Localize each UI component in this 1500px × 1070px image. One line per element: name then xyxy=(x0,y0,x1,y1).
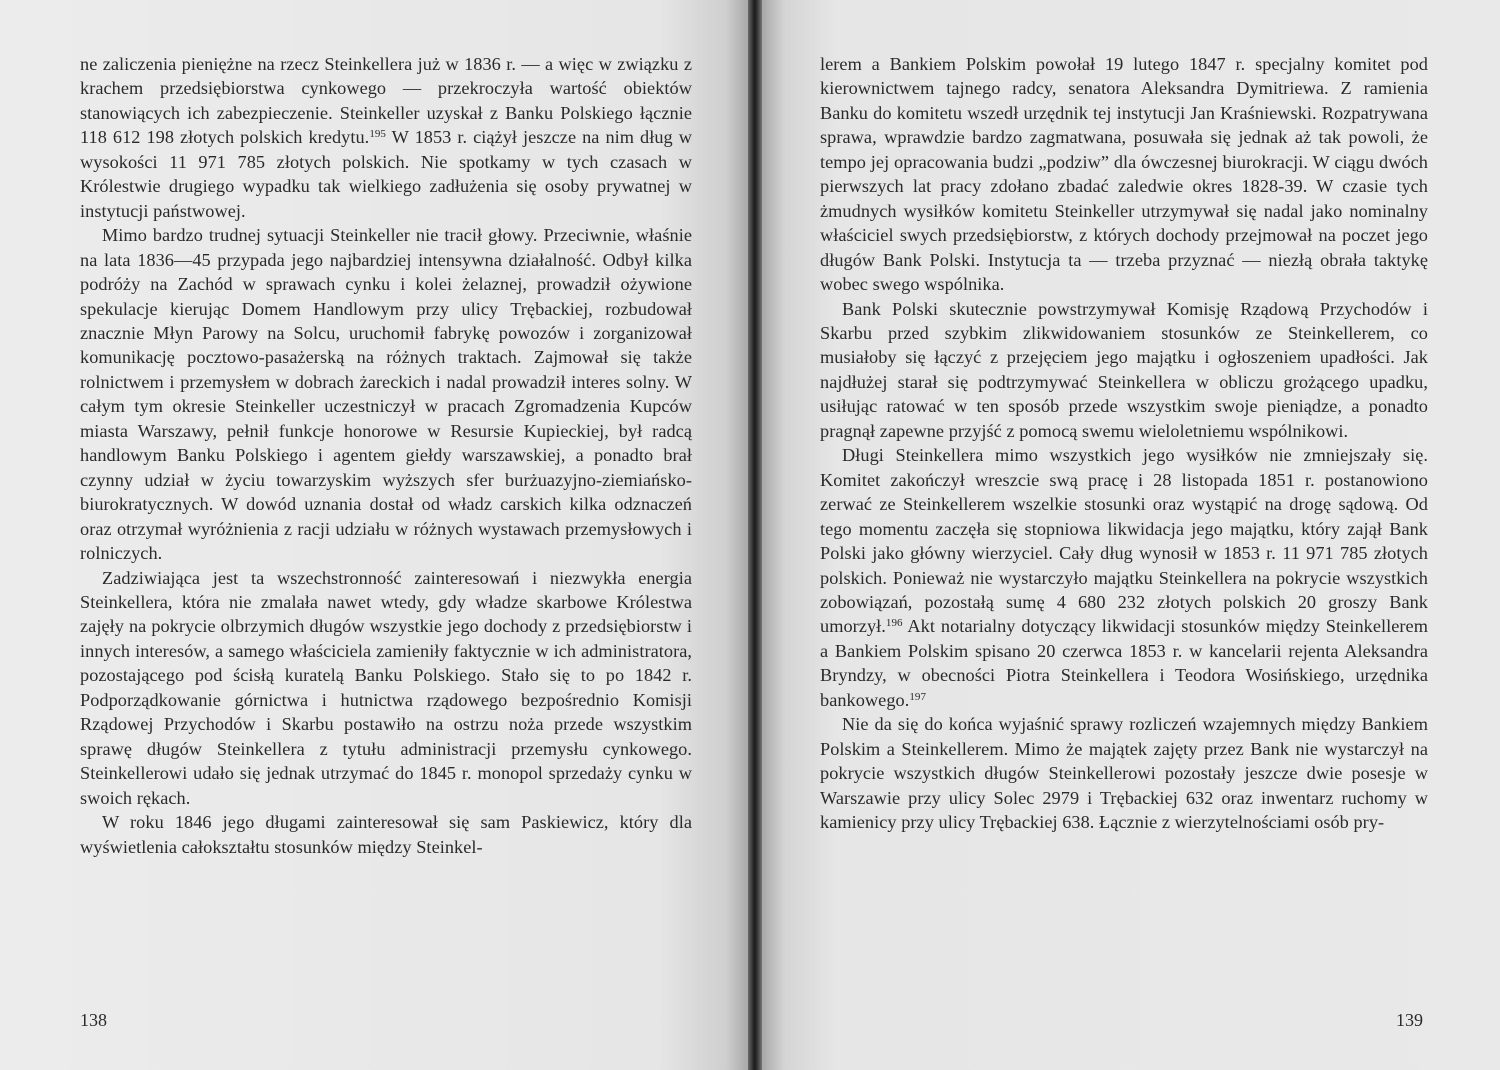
paragraph: ne zaliczenia pieniężne na rzecz Steinkellera już w 1836 r. — a więc w związku z krachem przedsiębiorstwa cynkowego — przekroczyła wartość obiektów stanowiących ich zabezpieczenie. Steinkeller uzyskał z Banku Polskiego łącznie 118 612 198 złotych polskich kredytu.$^{195}$ W 1853 r. ciążył jeszcze na nim dług w wysokości 11 971 785 złotych polskich. Nie spotkamy w tych czasach w Królestwie drugiego wypadku tak wielkiego zadłużenia się osoby prywatnej w instytucji państwowej. xyxy=(80,54,692,221)
book-gutter xyxy=(748,0,762,1070)
left-page xyxy=(0,0,748,1070)
page-number: 139 xyxy=(1396,1010,1423,1030)
paragraph: Długi Steinkellera mimo wszystkich jego wysiłków nie zmniejszały się. Komitet zakończył wreszcie swą pracę i 28 listopada 1851 r. postanowiono zerwać ze Steinkellerem wszelkie stosunki oraz wystąpić na drogę sądową. Od tego momentu zaczęła się stopniowa likwidacja jego majątku, który zajął Bank Polski jako główny wierzyciel. Cały dług wynosił w 1853 r. 11 971 785 złotych polskich. Ponieważ nie wystarczyło majątku Steinkellera na pokrycie wszystkich zobowiązań, pozostałą sumę 4 680 232 złotych polskich 20 groszy Bank umorzył.$^{196}$ Akt notarialny dotyczący likwidacji stosunków między Steinkellerem a Bankiem Polskim spisano 20 czerwca 1853 r. w kancelarii rejenta Aleksandra Bryndzy, w obecności Piotra Steinkellera i Teodora Wosińskiego, urzędnika bankowego.$^{197}$ xyxy=(820,445,1428,710)
paragraph: Mimo bardzo trudnej sytuacji Steinkeller nie tracił głowy. Przeciwnie, właśnie na lata 1836—45 przypada jego najbardziej intensywna działalność. Odbył kilka podróży na Zachód w sprawach cynku i kolei żelaznej, prowadził ożywione spekulacje kierując Domem Handlowym przy ulicy Trębackiej, rozbudował znacznie Młyn Parowy na Solcu, uruchomił fabrykę powozów i zorganizował komunikację pocztowo-pasażerską na różnych traktach. Zajmował się także rolnictwem i przemysłem w dobrach żareckich i nadal prowadził interes solny. W całym tym okresie Steinkeller uczestniczył w pracach Zgromadzenia Kupców miasta Warszawy, pełnił funkcje honorowe w Resursie Kupieckiej, był radcą handlowym Banku Polskiego i agentem giełdy warszawskiej, a ponadto brał czynny udział w życiu towarzyskim wyższych sfer burżuazyjno-ziemiańsko-biurokratycznych. W dowód uznania dostał od władz carskich kilka odznaczeń oraz otrzymał wyróżnienia z racji udziału w różnych wystawach przemysłowych i rolniczych. xyxy=(80,225,692,564)
page-number: 138 xyxy=(80,1010,107,1030)
right-page-text xyxy=(820,52,1428,835)
paragraph: W roku 1846 jego długami zainteresował się sam Paskiewicz, który dla wyświetlenia całokształtu stosunków między Steinkel- xyxy=(80,812,692,857)
footnote-ref: 197 xyxy=(909,690,927,703)
paragraph: lerem a Bankiem Polskim powołał 19 lutego 1847 r. specjalny komitet pod kierownictwem tajnego radcy, senatora Aleksandra Dymitriewa. Z ramienia Banku do komitetu wszedł urzędnik tej instytucji Jan Kraśniewski. Rozpatrywana sprawa, wprawdzie bardzo zagmatwana, posuwała się jednak aż tak powoli, że tempo jej opracowania budzi „podziw” dla ówczesnej biurokracji. W ciągu dwóch pierwszych lat pracy zdołano zbadać zaledwie okres 1828-39. W czasie tych żmudnych wysiłków komitetu Steinkeller utrzymywał się nadal jako nominalny właściciel swych przedsiębiorstw, z których dochody przejmował na poczet jego długów Bank Polski. Instytucja ta — trzeba przyznać — niezłą obrała taktykę wobec swego wspólnika. xyxy=(820,54,1428,295)
right-page xyxy=(762,0,1500,1070)
footnote-ref: 196 xyxy=(885,617,903,630)
paragraph: Zadziwiająca jest ta wszechstronność zainteresowań i niezwykła energia Steinkellera, która nie zmalała nawet wtedy, gdy władze skarbowe Królestwa zajęły na pokrycie olbrzymich długów wszystkie jego dochody z przedsiębiorstw i innych interesów, a samego właściciela zamieniły faktycznie w ich administratora, pozostającego pod ścisłą kuratelą Banku Polskiego. Stało się to po 1842 r. Podporządkowanie górnictwa i hutnictwa rządowego bezpośrednio Komisji Rządowej Przychodów i Skarbu postawiło na ostrzu noża przede wszystkim sprawę długów Steinkellera z tytułu administracji przemysłu cynkowego. Steinkellerowi udało się jednak utrzymać do 1845 r. monopol sprzedaży cynku w swoich rękach. xyxy=(80,567,692,808)
paragraph: Nie da się do końca wyjaśnić sprawy rozliczeń wzajemnych między Bankiem Polskim a Steinkellerem. Mimo że majątek zajęty przez Bank nie wystarczył na pokrycie wszystkich długów Steinkellerowi pozostały jeszcze dwie posesje w Warszawie przy ulicy Solec 2979 i Trębackiej 632 oraz inwentarz ruchomy w kamienicy przy ulicy Trębackiej 638. Łącznie z wierzytelnościami osób pry- xyxy=(820,714,1428,833)
paragraph: Bank Polski skutecznie powstrzymywał Komisję Rządową Przychodów i Skarbu przed szybkim zlikwidowaniem stosunków ze Steinkellerem, co musiałoby się łączyć z przejęciem jego majątku i ogłoszeniem upadłości. Jak najdłużej starał się podtrzymywać Steinkellera w obliczu grożącego upadku, usiłując ratować w ten sposób przede wszystkim swoje pieniądze, a ponadto pragnął zapewne przyjść z pomocą swemu wieloletniemu wspólnikowi. xyxy=(820,298,1428,441)
left-page-text xyxy=(80,52,692,859)
footnote-ref: 195 xyxy=(369,128,386,141)
